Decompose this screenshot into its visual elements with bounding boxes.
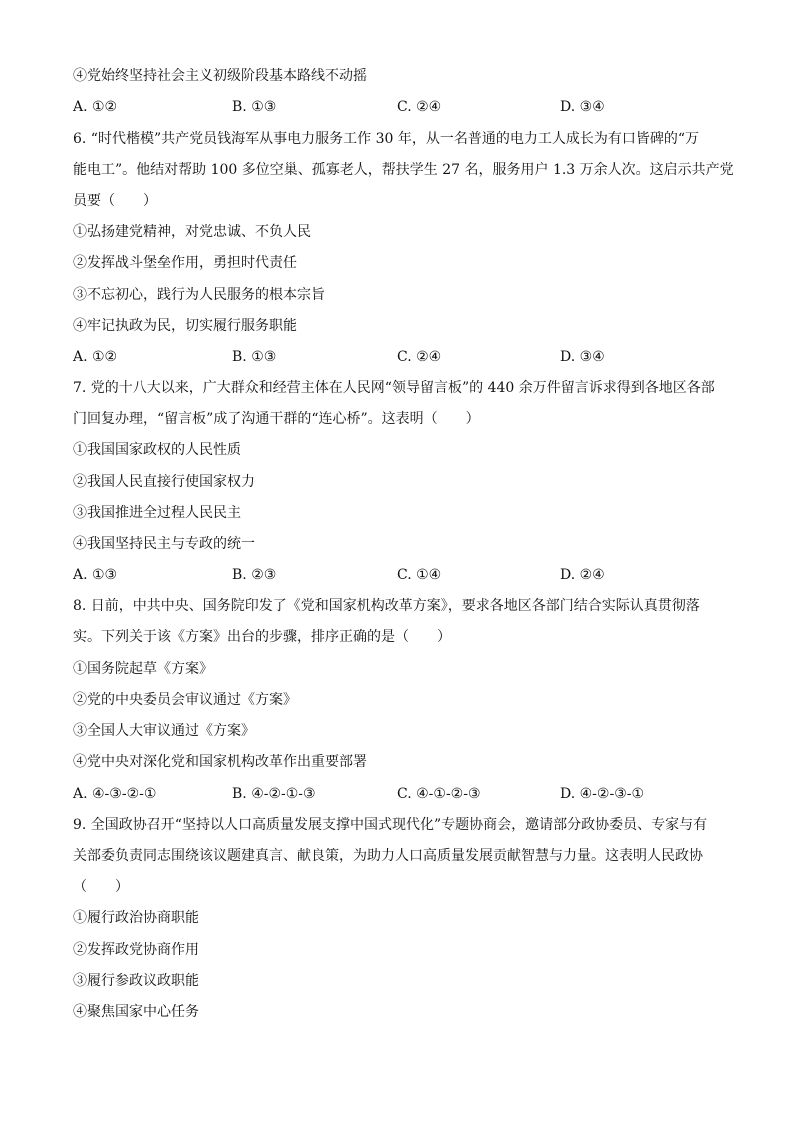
q9-item-2: ②发挥政党协商作用 (73, 942, 199, 958)
q6-item-4: ④牢记执政为民，切实履行服务职能 (73, 318, 297, 334)
q6-option-c: C. ②④ (397, 349, 442, 365)
q8-stem-line-2: 实。下列关于该《方案》出台的步骤，排序正确的是（ ） (73, 629, 451, 645)
q8-stem-line-1: 8. 日前，中共中央、国务院印发了《党和国家机构改革方案》，要求各地区各部门结合实际认真贯彻落 (73, 598, 700, 614)
q9-stem-line-2: 关部委负责同志围绕该议题建真言、献良策，为助力人口高质量发展贡献智慧与力量。这表明人民政协 (73, 848, 703, 864)
q8-item-4: ④党中央对深化党和国家机构改革作出重要部署 (73, 754, 367, 770)
q8-option-c: C. ④-①-②-③ (397, 786, 481, 802)
q6-option-a: A. ①② (73, 349, 118, 365)
q7-item-2: ②我国人民直接行使国家权力 (73, 474, 255, 490)
q5-option-d: D. ③④ (560, 99, 605, 115)
q7-stem-line-2: 门回复办理，“留言板”成了沟通干群的“连心桥”。这表明（ ） (73, 411, 480, 427)
q6-stem-line-1: 6. “时代楷模”共产党员钱海军从事电力服务工作 30 年，从一名普通的电力工人成长为有口皆碑的“万 (73, 131, 699, 147)
q6-options (73, 347, 723, 367)
q6-item-1: ①弘扬建党精神，对党忠诚、不负人民 (73, 224, 311, 240)
q7-options (73, 565, 723, 585)
q7-option-a: A. ①③ (73, 567, 118, 583)
q5-option-c: C. ②④ (397, 99, 442, 115)
q8-option-d: D. ④-②-③-① (560, 786, 645, 802)
q5-options (73, 97, 723, 117)
q6-item-3: ③不忘初心，践行为人民服务的根本宗旨 (73, 287, 325, 303)
q8-item-1: ①国务院起草《方案》 (73, 661, 213, 677)
q5-option-b: B. ①③ (232, 99, 277, 115)
q9-item-3: ③履行参政议政职能 (73, 973, 199, 989)
q8-option-a: A. ④-③-②-① (73, 786, 157, 802)
q7-option-b: B. ②③ (232, 567, 277, 583)
q7-option-d: D. ②④ (560, 567, 605, 583)
q8-option-b: B. ④-②-①-③ (232, 786, 316, 802)
q5-item-4: ④党始终坚持社会主义初级阶段基本路线不动摇 (73, 68, 367, 84)
q6-stem-line-2: 能电工”。他结对帮助 100 多位空巢、孤寡老人，帮扶学生 27 名，服务用户 1.3 万余人次。这启示共产党 (73, 162, 734, 178)
q5-option-a: A. ①② (73, 99, 118, 115)
q6-option-d: D. ③④ (560, 349, 605, 365)
q9-item-1: ①履行政治协商职能 (73, 910, 199, 926)
q9-stem-line-3: （ ） (73, 879, 129, 895)
q7-item-3: ③我国推进全过程人民民主 (73, 505, 241, 521)
q8-options (73, 784, 723, 804)
q9-item-4: ④聚焦国家中心任务 (73, 1004, 199, 1020)
q7-item-4: ④我国坚持民主与专政的统一 (73, 536, 255, 552)
q8-item-3: ③全国人大审议通过《方案》 (73, 723, 255, 739)
q7-option-c: C. ①④ (397, 567, 442, 583)
q7-item-1: ①我国国家政权的人民性质 (73, 442, 241, 458)
q6-item-2: ②发挥战斗堡垒作用，勇担时代责任 (73, 255, 297, 271)
q6-option-b: B. ①③ (232, 349, 277, 365)
q6-stem-line-3: 员要（ ） (73, 193, 157, 209)
q7-stem-line-1: 7. 党的十八大以来，广大群众和经营主体在人民网“领导留言板”的 440 余万件留言诉求得到各地区各部 (73, 380, 715, 396)
q8-item-2: ②党的中央委员会审议通过《方案》 (73, 692, 297, 708)
q9-stem-line-1: 9. 全国政协召开“坚持以人口高质量发展支撑中国式现代化”专题协商会，邀请部分政协委员、专家与有 (73, 817, 708, 833)
